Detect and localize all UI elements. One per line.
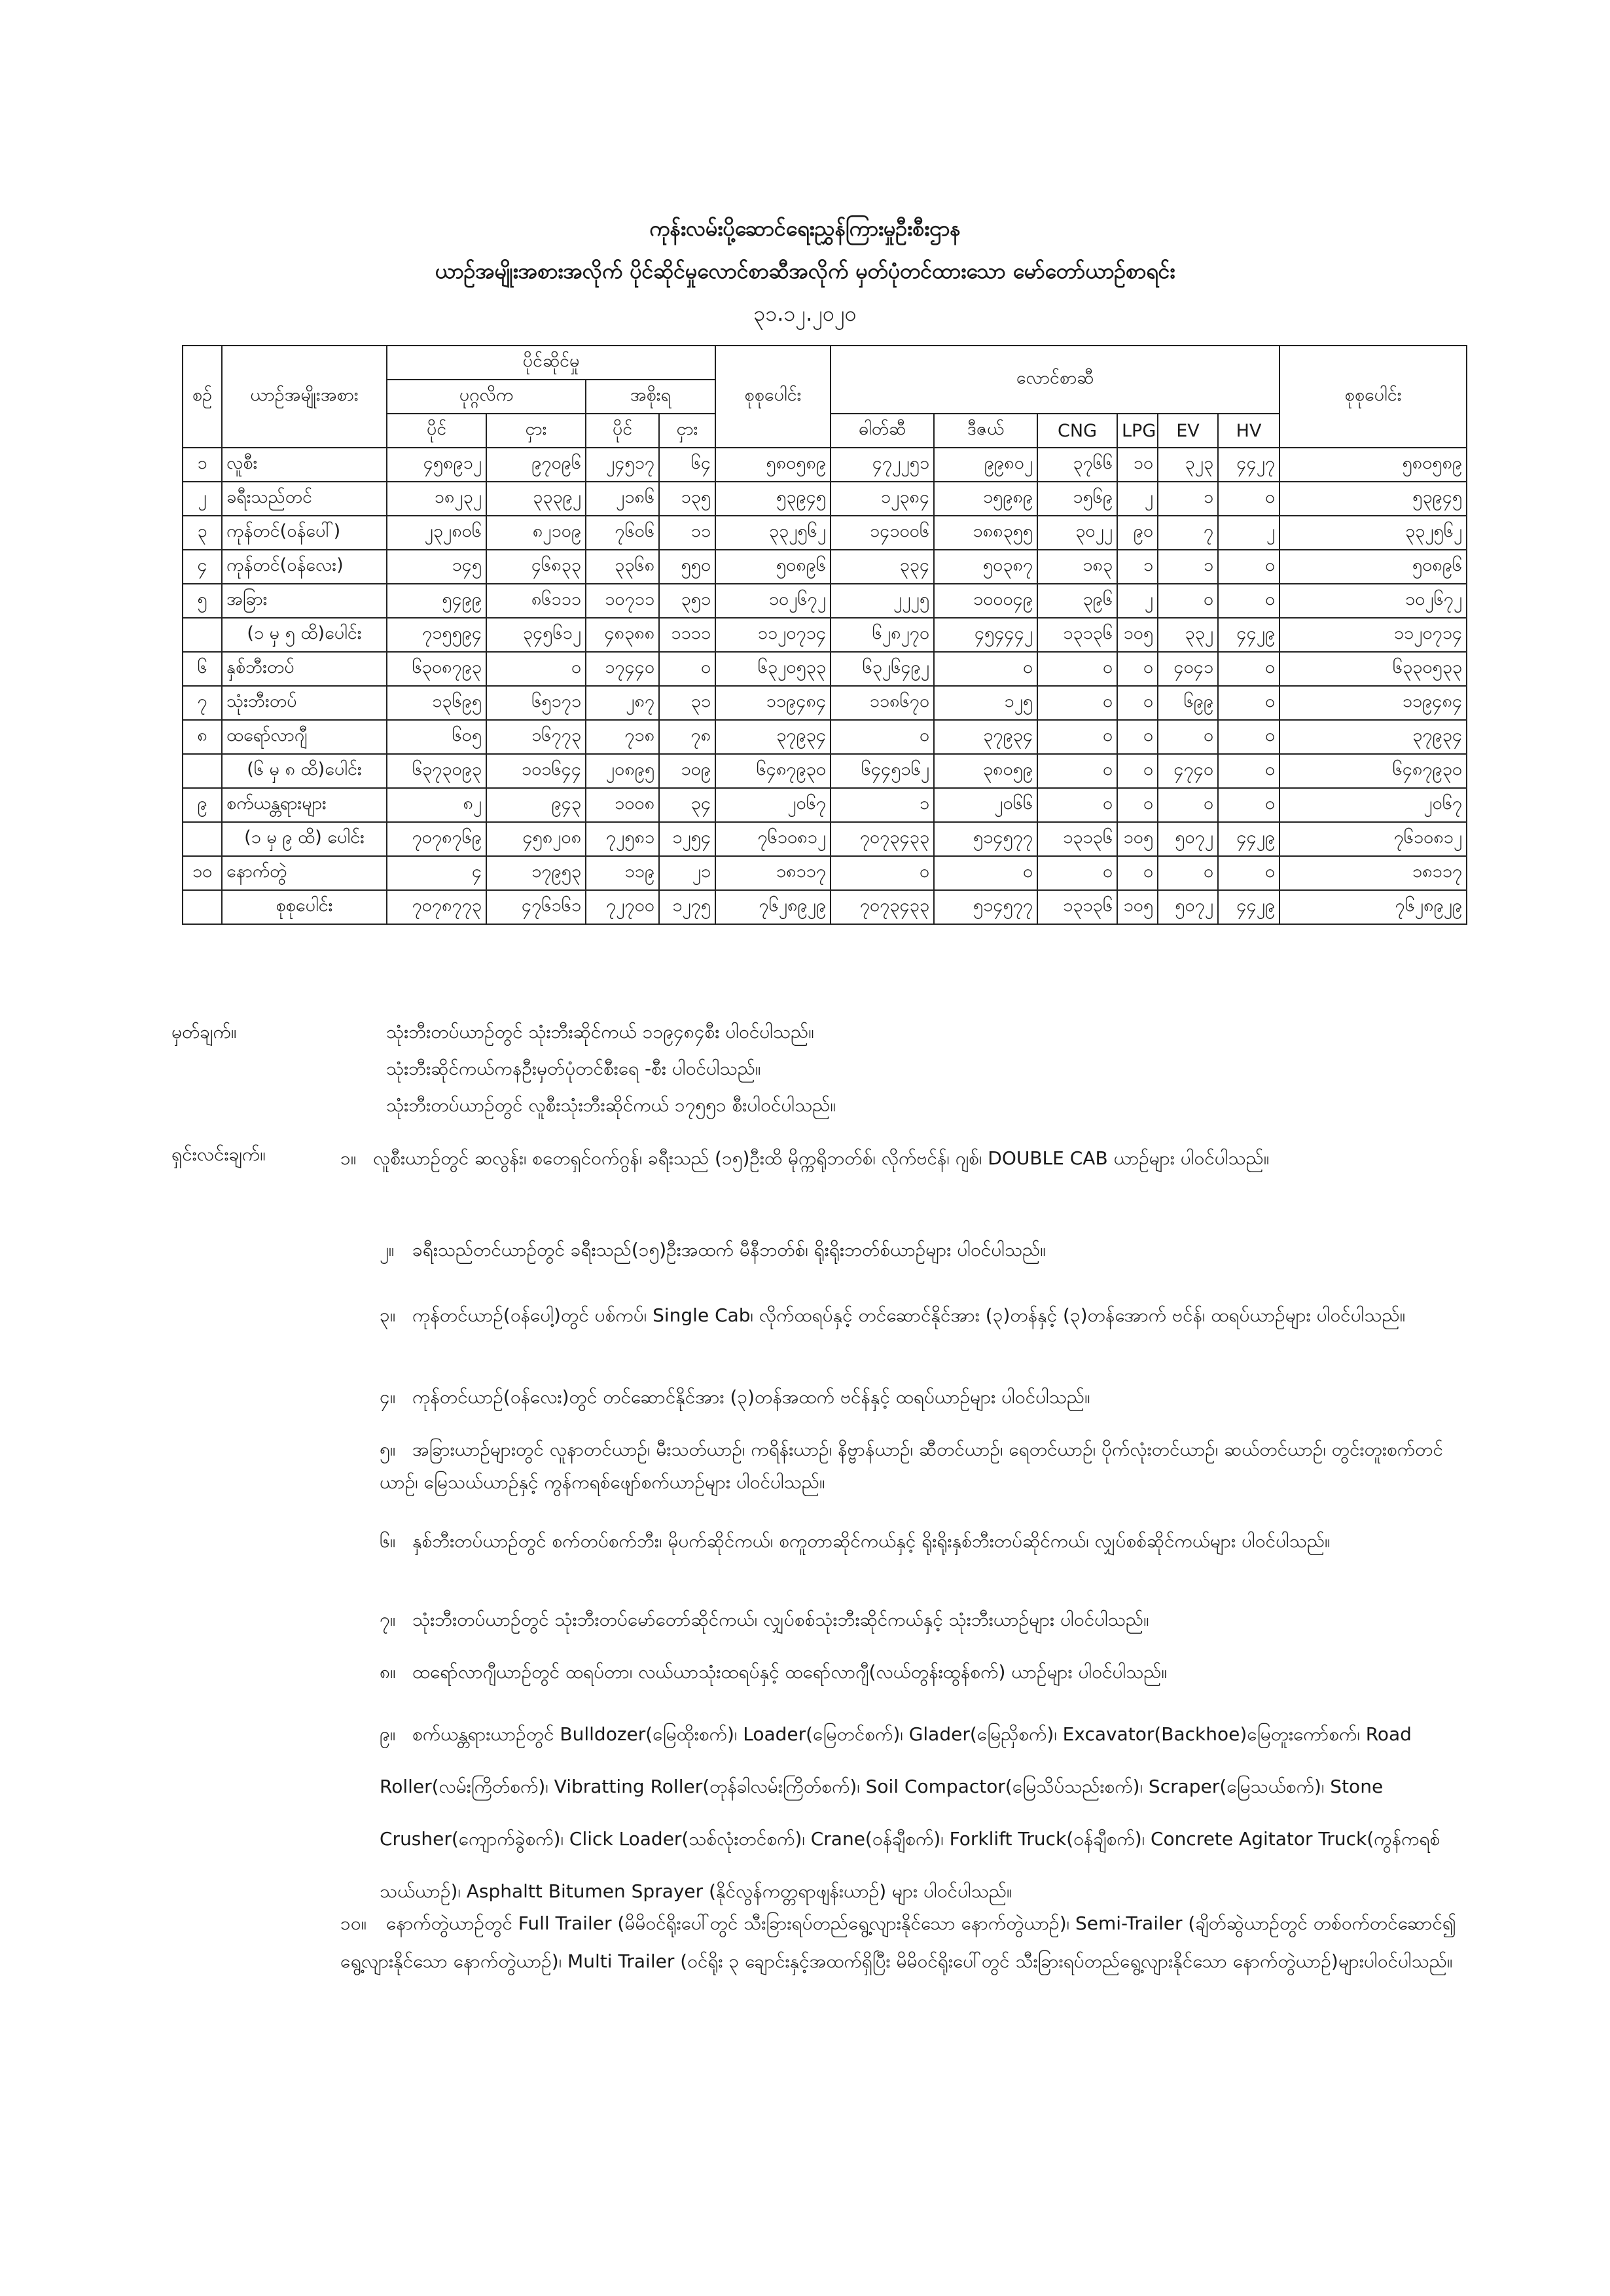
table-cell: ၁၃၁၃၆ [1037, 890, 1117, 924]
explanation-text: ကုန်တင်ယာဉ်(ဝန်ပေါ့)တွင် ပစ်ကပ်၊ Single Cab၊ လိုက်ထရပ်နှင့် တင်ဆောင်နိုင်အား (၃)တန်နှင့် (၃)တန်အောက် ဗင်န်၊ ထရပ်ယာဉ်များ ပါဝင်ပါသည်။ [412, 1304, 1406, 1326]
table-cell: ၁၈၈၃၅၅ [934, 516, 1037, 550]
explanation-number: ၉။ [380, 1723, 396, 1745]
row-type: (၁ မှ ၉ ထိ) ပေါင်း [222, 822, 387, 856]
table-cell: ၀ [1158, 720, 1218, 754]
table-cell: ၅၈၀၅၈၉ [715, 448, 831, 482]
header-type: ယာဉ်အမျိုးအစား [222, 346, 387, 448]
table-row [183, 754, 1467, 788]
table-cell: ၄၄၂၉ [1218, 822, 1279, 856]
explanation-text: အခြားယာဉ်များတွင် လူနာတင်ယာဉ်၊ မီးသတ်ယာဉ်၊ ကရိန်းယာဉ်၊ နိဗ္ဗာန်ယာဉ်၊ ဆီတင်ယာဉ်၊ ရေတင်ယာဉ်၊ ပိုက်လုံးတင်ယာဉ်၊ ဆယ်တင်ယာဉ်၊ တွင်းတူးစက်တင်ယာဉ်၊ မြေသယ်ယာဉ်နှင့် ကွန်ကရစ်ဖျော်စက်ယာဉ်များ ပါဝင်ပါသည်။ [380, 1439, 1443, 1493]
row-type: ထရော်လာဂျီ [222, 720, 387, 754]
table-cell: ၂၄၅၁၇ [586, 448, 659, 482]
table-cell: ၁၀၀၈ [586, 788, 659, 822]
table-cell: ၀ [934, 652, 1037, 686]
row-number: ၇ [183, 686, 222, 720]
table-cell: ၀ [1158, 584, 1218, 618]
table-cell: ၃၃၆၈ [586, 550, 659, 584]
explanations-label: ရှင်းလင်းချက်။ [171, 1143, 266, 1165]
explanation-item [380, 1433, 1466, 1499]
row-type: (၁ မှ ၅ ထိ)ပေါင်း [222, 618, 387, 652]
table-cell: ၀ [1218, 584, 1279, 618]
table-cell: ၀ [1158, 788, 1218, 822]
table-cell: ၀ [1158, 856, 1218, 890]
table-cell: ၀ [1037, 788, 1117, 822]
row-number: ၉ [183, 788, 222, 822]
table-cell: ၁၂၅၄ [659, 822, 715, 856]
row-type: နောက်တွဲ [222, 856, 387, 890]
table-cell: ၃၂၃ [1158, 448, 1218, 482]
table-cell: ၃၅၁ [659, 584, 715, 618]
table-cell: ၁၀၂၆၇၂ [715, 584, 831, 618]
table-cell: ၅၈၀၅၈၉ [1279, 448, 1467, 482]
header-petrol: ဓါတ်ဆီ [831, 414, 934, 448]
table-cell: ၁၀၉ [659, 754, 715, 788]
table-cell: ၄၀၄၁ [1158, 652, 1218, 686]
table-cell: ၆၃၃၀၅၃၃ [1279, 652, 1467, 686]
table-cell: ၇၀၇၈၇၇၃ [387, 890, 486, 924]
explanation-item [380, 1234, 1466, 1266]
table-cell: ၁ [1158, 482, 1218, 516]
table-cell: ၁၇၉၅၃ [486, 856, 586, 890]
table-cell: ၅၀၈၉၆ [1279, 550, 1467, 584]
row-type: စုစုပေါင်း [222, 890, 387, 924]
table-cell: ၅၃၉၄၅ [1279, 482, 1467, 516]
table-cell: ၂ [1117, 482, 1158, 516]
table-cell: ၆၄၈၇၉၃၀ [1279, 754, 1467, 788]
explanation-text: နောက်တွဲယာဉ်တွင် Full Trailer (မိမိဝင်ရိုးပေါ်တွင် သီးခြားရပ်တည်ရွေ့လျားနိုင်သော နောက်တွဲယာဉ်)၊ Semi-Trailer (ချိတ်ဆွဲယာဉ်တွင် တစ်ဝက်တင်ဆောင်၍ ရွေ့လျားနိုင်သော နောက်တွဲယာဉ်)၊ Multi Trailer (ဝင်ရိုး ၃ ချောင်းနှင့်အထက်ရှိပြီး မိမိဝင်ရိုးပေါ်တွင် သီးခြားရပ်တည်ရွေ့လျားနိုင်သော နောက်တွဲယာဉ်)များပါဝင်ပါသည်။ [340, 1912, 1456, 1972]
table-cell: ၁၃၁၃၆ [1037, 822, 1117, 856]
table-cell: ၀ [934, 856, 1037, 890]
row-number [183, 822, 222, 856]
table-cell: ၀ [1218, 652, 1279, 686]
table-cell: ၀ [1218, 482, 1279, 516]
table-cell: ၇၈ [659, 720, 715, 754]
table-cell: ၂၀၆၇ [715, 788, 831, 822]
table-cell: ၁၄၁၀၀၆ [831, 516, 934, 550]
table-cell: ၅၅၀ [659, 550, 715, 584]
table-cell: ၂၁၈၆ [586, 482, 659, 516]
table-cell: ၇၁၅၅၉၄ [387, 618, 486, 652]
table-row [183, 652, 1467, 686]
table-cell: ၁ [1117, 550, 1158, 584]
explanation-number: ၁။ [340, 1147, 357, 1169]
header-private-leased: ငှား [486, 414, 586, 448]
header-gov-owned: ပိုင် [586, 414, 659, 448]
table-cell: ၄ [387, 856, 486, 890]
table-cell: ၈၆၁၁၁ [486, 584, 586, 618]
table-cell: ၆၃၀၈၇၉၃ [387, 652, 486, 686]
row-type: နှစ်ဘီးတပ် [222, 652, 387, 686]
table-cell: ၁၀ [1117, 448, 1158, 482]
table-cell: ၁၅၆၉ [1037, 482, 1117, 516]
row-type: (၆ မှ ၈ ထိ)ပေါင်း [222, 754, 387, 788]
table-cell: ၇၆၂၈၉၂၉ [1279, 890, 1467, 924]
table-cell: ၅၀၇၂ [1158, 822, 1218, 856]
table-row [183, 788, 1467, 822]
table-cell: ၄၆၈၃၃ [486, 550, 586, 584]
table-row [183, 448, 1467, 482]
table-cell: ၀ [659, 652, 715, 686]
table-cell: ၃၇၉၃၄ [715, 720, 831, 754]
table-row [183, 516, 1467, 550]
row-type: ကုန်တင်(ဝန်ပေါ်) [222, 516, 387, 550]
table-cell: ၃၃၄ [831, 550, 934, 584]
row-number: ၁ [183, 448, 222, 482]
table-cell: ၂ [1218, 516, 1279, 550]
header-hv: HV [1218, 414, 1279, 448]
table-cell: ၉၉၈၀၂ [934, 448, 1037, 482]
header-grand-total: စုစုပေါင်း [1279, 346, 1467, 448]
table-cell: ၃၄ [659, 788, 715, 822]
explanation-item [380, 1708, 1466, 1918]
row-number: ၆ [183, 652, 222, 686]
table-cell: ၃၃၂၅၆၂ [715, 516, 831, 550]
table-cell: ၃၇၆၆ [1037, 448, 1117, 482]
table-cell: ၂၃၂၈၀၆ [387, 516, 486, 550]
row-type: လူစီး [222, 448, 387, 482]
row-number [183, 754, 222, 788]
table-cell: ၃၃၃၉၂ [486, 482, 586, 516]
table-cell: ၀ [831, 856, 934, 890]
table-cell: ၅၁၄၅၇၇ [934, 890, 1037, 924]
table-cell: ၆၄၈၇၉၃၀ [715, 754, 831, 788]
table-cell: ၃၃၂ [1158, 618, 1218, 652]
table-cell: ၀ [1218, 788, 1279, 822]
table-cell: ၇၆၁၀၈၁၂ [1279, 822, 1467, 856]
row-number: ၈ [183, 720, 222, 754]
table-cell: ၃၈၀၅၉ [934, 754, 1037, 788]
header-no: စဉ် [183, 346, 222, 448]
table-cell: ၃၄၅၆၁၂ [486, 618, 586, 652]
explanation-number: ၅။ [380, 1439, 396, 1460]
row-type: ကုန်တင်(ဝန်လေး) [222, 550, 387, 584]
table-cell: ၄၇၄၀ [1158, 754, 1218, 788]
table-cell: ၄၅၈၉၁၂ [387, 448, 486, 482]
table-cell: ၁၂၃၈၄ [831, 482, 934, 516]
table-cell: ၁၃၆၉၅ [387, 686, 486, 720]
table-cell: ၃၁ [659, 686, 715, 720]
table-cell: ၆၃၇၃၀၉၃ [387, 754, 486, 788]
table-cell: ၅၄၉၉ [387, 584, 486, 618]
explanation-item [340, 1905, 1466, 1981]
table-row [183, 584, 1467, 618]
table-cell: ၀ [1117, 856, 1158, 890]
table-row [183, 720, 1467, 754]
header-cng: CNG [1037, 414, 1117, 448]
table-cell: ၁၈၃ [1037, 550, 1117, 584]
header-lpg: LPG [1117, 414, 1158, 448]
explanation-item [380, 1656, 1466, 1689]
explanation-text: နှစ်ဘီးတပ်ယာဉ်တွင် စက်တပ်စက်ဘီး၊ မိုပက်ဆိုင်ကယ်၊ စကူတာဆိုင်ကယ်နှင့် ရိုးရိုးနှစ်ဘီးတပ်ဆိုင်ကယ်၊ လျှပ်စစ်ဆိုင်ကယ်များ ပါဝင်ပါသည်။ [412, 1530, 1331, 1552]
row-type: ခရီးသည်တင် [222, 482, 387, 516]
table-cell: ၂၂၂၅ [831, 584, 934, 618]
note-line: သုံးဘီးတပ်ယာဉ်တွင် လူစီးသုံးဘီးဆိုင်ကယ် ၁၇၅၅၁ စီးပါဝင်ပါသည်။ [386, 1094, 836, 1116]
table-cell: ၁၁၂၀၇၁၄ [1279, 618, 1467, 652]
header-total: စုစုပေါင်း [715, 346, 831, 448]
table-cell: ၄၇၂၂၅၁ [831, 448, 934, 482]
table-cell: ၁၂၅ [934, 686, 1037, 720]
table-cell: ၉၀ [1117, 516, 1158, 550]
table-cell: ၁၄၅ [387, 550, 486, 584]
table-cell: ၁၃၅ [659, 482, 715, 516]
table-cell: ၄၅၄၄၄၂ [934, 618, 1037, 652]
table-cell: ၁၁၈၆၇၀ [831, 686, 934, 720]
table-cell: ၁၀၅ [1117, 890, 1158, 924]
explanation-number: ၆။ [380, 1530, 396, 1552]
row-number [183, 618, 222, 652]
table-cell: ၆၂၈၂၇၀ [831, 618, 934, 652]
table-cell: ၁၁၉၄၈၄ [715, 686, 831, 720]
table-cell: ၄၄၂၉ [1218, 890, 1279, 924]
table-cell: ၆၉၉ [1158, 686, 1218, 720]
row-number: ၄ [183, 550, 222, 584]
org-title: ကုန်းလမ်းပို့ဆောင်ရေးညွှန်ကြားမှုဦးစီးဌာန [649, 216, 961, 241]
table-cell: ၂၈၇ [586, 686, 659, 720]
table-cell: ၀ [486, 652, 586, 686]
table-cell: ၇ [1158, 516, 1218, 550]
table-cell: ၇၀၇၃၄၃၃ [831, 890, 934, 924]
table-cell: ၄၄၂၉ [1218, 618, 1279, 652]
table-cell: ၄၇၆၁၆၁ [486, 890, 586, 924]
explanation-text: ခရီးသည်တင်ယာဉ်တွင် ခရီးသည်(၁၅)ဦးအထက် မီနီဘတ်စ်၊ ရိုးရိုးဘတ်စ်ယာဉ်များ ပါဝင်ပါသည်။ [412, 1239, 1046, 1261]
table-cell: ၀ [1037, 720, 1117, 754]
table-cell: ၅၀၃၈၇ [934, 550, 1037, 584]
header-fuel: လောင်စာဆီ [831, 346, 1279, 414]
table-cell: ၇၂၇၀၀ [586, 890, 659, 924]
table-row [183, 890, 1467, 924]
table-cell: ၁၀၅ [1117, 822, 1158, 856]
vehicle-table [182, 345, 1467, 925]
row-type: အခြား [222, 584, 387, 618]
table-cell: ၁၀၇၁၁ [586, 584, 659, 618]
table-cell: ၁၅၉၈၉ [934, 482, 1037, 516]
notes-label: မှတ်ချက်။ [171, 1021, 237, 1043]
table-cell: ၀ [1117, 720, 1158, 754]
table-cell: ၀ [1117, 788, 1158, 822]
table-cell: ၁ [1158, 550, 1218, 584]
table-cell: ၁၀၁၆၄၄ [486, 754, 586, 788]
table-cell: ၃၀၂၂ [1037, 516, 1117, 550]
explanation-item [380, 1381, 1466, 1414]
table-cell: ၀ [1218, 754, 1279, 788]
table-cell: ၅၃၉၄၅ [715, 482, 831, 516]
table-cell: ၀ [831, 720, 934, 754]
table-cell: ၃၃၂၅၆၂ [1279, 516, 1467, 550]
table-row [183, 686, 1467, 720]
table-row [183, 856, 1467, 890]
table-cell: ၆၅၁၇၁ [486, 686, 586, 720]
table-cell: ၁၁၂၀၇၁၄ [715, 618, 831, 652]
explanation-number: ၄။ [380, 1386, 396, 1408]
table-cell: ၁၈၁၁၇ [715, 856, 831, 890]
table-row [183, 482, 1467, 516]
table-cell: ၉၄၃ [486, 788, 586, 822]
table-cell: ၂ [1117, 584, 1158, 618]
table-cell: ၁၁၉၄၈၄ [1279, 686, 1467, 720]
header-government: အစိုးရ [586, 380, 715, 414]
table-cell: ၃၇၉၃၄ [934, 720, 1037, 754]
table-cell: ၈၂၁၀၉ [486, 516, 586, 550]
table-cell: ၁၁ [659, 516, 715, 550]
table-cell: ၁၂၇၅ [659, 890, 715, 924]
header-ownership: ပိုင်ဆိုင်မှု [387, 346, 715, 380]
table-cell: ၁၈၁၁၇ [1279, 856, 1467, 890]
header-diesel: ဒီဇယ် [934, 414, 1037, 448]
table-cell: ၀ [1218, 550, 1279, 584]
table-cell: ၅၀၇၂ [1158, 890, 1218, 924]
header-ev: EV [1158, 414, 1218, 448]
table-cell: ၀ [1037, 856, 1117, 890]
table-cell: ၆၃၂၆၄၉၂ [831, 652, 934, 686]
explanation-text: စက်ယန္တရားယာဉ်တွင် Bulldozer(မြေထိုးစက်)၊ Loader(မြေတင်စက်)၊ Glader(မြေညှိစက်)၊ Excavator(Backhoe)မြေတူးကော်စက်၊ Road Roller(လမ်းကြိတ်စက်)၊ Vibratting Roller(တုန်ခါလမ်းကြိတ်စက်)၊ Soil Compactor(မြေသိပ်သည်းစက်)၊ Scraper(မြေသယ်စက်)၊ Stone Crusher(ကျောက်ခွဲစက်)၊ Click Loader(သစ်လုံးတင်စက်)၊ Crane(ဝန်ချီစက်)၊ Forklift Truck(ဝန်ချီစက်)၊ Concrete Agitator Truck(ကွန်ကရစ်သယ်ယာဉ်)၊ Asphaltt Bitumen Sprayer (နိုင်လွန်ကတ္တရာဖျန်းယာဉ်) များ ပါဝင်ပါသည်။ [380, 1723, 1440, 1902]
report-date: ၃၁.၁၂.၂၀၂၀ [753, 301, 857, 326]
table-cell: ၃၉၆ [1037, 584, 1117, 618]
table-cell: ၁၀၂၆၇၂ [1279, 584, 1467, 618]
row-number: ၃ [183, 516, 222, 550]
table-cell: ၇၁၈ [586, 720, 659, 754]
table-cell: ၄၄၂၇ [1218, 448, 1279, 482]
table-cell: ၀ [1218, 856, 1279, 890]
table-cell: ၇၆၁၀၈၁၂ [715, 822, 831, 856]
table-cell: ၉၇၀၉၆ [486, 448, 586, 482]
table-cell: ၆၄ [659, 448, 715, 482]
table-cell: ၅၁၄၅၇၇ [934, 822, 1037, 856]
table-cell: ၀ [1117, 686, 1158, 720]
table-cell: ၀ [1037, 754, 1117, 788]
table-row [183, 618, 1467, 652]
table-row [183, 822, 1467, 856]
explanation-number: ၇။ [380, 1609, 396, 1630]
explanation-item [380, 1525, 1466, 1558]
table-cell: ၆၀၅ [387, 720, 486, 754]
table-cell: ၀ [1218, 686, 1279, 720]
explanation-number: ၂။ [380, 1239, 395, 1261]
explanation-text: ထရော်လာဂျီယာဉ်တွင် ထရပ်တာ၊ လယ်ယာသုံးထရပ်နှင့် ထရော်လာဂျီ(လယ်တွန်းထွန်စက်) ယာဉ်များ ပါဝင်ပါသည်။ [412, 1661, 1167, 1683]
table-cell: ၆၃၂၀၅၃၃ [715, 652, 831, 686]
table-cell: ၆၄၄၅၁၆၂ [831, 754, 934, 788]
row-type: သုံးဘီးတပ် [222, 686, 387, 720]
report-title: ယာဉ်အမျိုးအစားအလိုက် ပိုင်ဆိုင်မှုလောင်စာဆီအလိုက် မှတ်ပုံတင်ထားသော မော်တော်ယာဉ်စာရင်း [435, 259, 1175, 283]
header-private-owned: ပိုင် [387, 414, 486, 448]
header-gov-leased: ငှား [659, 414, 715, 448]
note-line: သုံးဘီးတပ်ယာဉ်တွင် သုံးဘီးဆိုင်ကယ် ၁၁၉၄၈၄စီး ပါဝင်ပါသည်။ [386, 1021, 814, 1043]
table-row [183, 550, 1467, 584]
table-cell: ၁၈၂၃၂ [387, 482, 486, 516]
table-cell: ၁၀၅ [1117, 618, 1158, 652]
table-cell: ၀ [1218, 720, 1279, 754]
note-line: သုံးဘီးဆိုင်ကယ်ကနဦးမှတ်ပုံတင်စီးရေ -စီး ပါဝင်ပါသည်။ [386, 1058, 761, 1079]
table-cell: ၄၅၈၂၀၈ [486, 822, 586, 856]
table-cell: ၂၀၈၉၅ [586, 754, 659, 788]
explanation-item [380, 1299, 1466, 1332]
table-cell: ၁၁၁၁ [659, 618, 715, 652]
table-cell: ၀ [1117, 754, 1158, 788]
table-cell: ၃၇၉၃၄ [1279, 720, 1467, 754]
table-cell: ၂၁ [659, 856, 715, 890]
explanation-item [380, 1604, 1466, 1636]
table-cell: ၅၀၈၉၆ [715, 550, 831, 584]
table-cell: ၁၁၉ [586, 856, 659, 890]
header-private: ပုဂ္ဂလိက [387, 380, 586, 414]
explanation-text: သုံးဘီးတပ်ယာဉ်တွင် သုံးဘီးတပ်မော်တော်ဆိုင်ကယ်၊ လျှပ်စစ်သုံးဘီးဆိုင်ကယ်နှင့် သုံးဘီးယာဉ်များ ပါဝင်ပါသည်။ [412, 1609, 1149, 1630]
explanation-item [340, 1142, 1466, 1175]
table-cell: ၇၆၀၆ [586, 516, 659, 550]
table-cell: ၀ [1037, 686, 1117, 720]
table-cell: ၁၀၀၀၄၉ [934, 584, 1037, 618]
explanation-number: ၁၀။ [340, 1912, 367, 1934]
row-number: ၅ [183, 584, 222, 618]
explanation-number: ၃။ [380, 1304, 396, 1326]
table-cell: ၂၀၆၆ [934, 788, 1037, 822]
table-cell: ၈၂ [387, 788, 486, 822]
explanation-text: ကုန်တင်ယာဉ်(ဝန်လေး)တွင် တင်ဆောင်နိုင်အား (၃)တန်အထက် ဗင်န်နှင့် ထရပ်ယာဉ်များ ပါဝင်ပါသည်။ [412, 1386, 1090, 1408]
table-cell: ၂၀၆၇ [1279, 788, 1467, 822]
table-cell: ၀ [1037, 652, 1117, 686]
row-number: ၁၀ [183, 856, 222, 890]
table-cell: ၁၆၇၇၃ [486, 720, 586, 754]
table-cell: ၀ [1117, 652, 1158, 686]
table-cell: ၄၈၃၈၈ [586, 618, 659, 652]
table-cell: ၇၂၅၈၁ [586, 822, 659, 856]
table-cell: ၇၀၇၈၇၆၉ [387, 822, 486, 856]
table-cell: ၁ [831, 788, 934, 822]
explanation-text: လူစီးယာဉ်တွင် ဆလွန်း၊ စတေရှင်ဝက်ဂွန်၊ ခရီးသည် (၁၅)ဦးထိ မိုက္ကရိုဘတ်စ်၊ လိုက်ဗင်န်၊ ဂျစ်၊ DOUBLE CAB ယာဉ်များ ပါဝင်ပါသည်။ [373, 1147, 1270, 1169]
row-number [183, 890, 222, 924]
row-type: စက်ယန္တရားများ [222, 788, 387, 822]
table-cell: ၁၇၄၄၀ [586, 652, 659, 686]
table-cell: ၇၆၂၈၉၂၉ [715, 890, 831, 924]
explanation-number: ၈။ [380, 1661, 396, 1683]
table-cell: ၇၀၇၃၄၃၃ [831, 822, 934, 856]
table-cell: ၁၃၁၃၆ [1037, 618, 1117, 652]
row-number: ၂ [183, 482, 222, 516]
